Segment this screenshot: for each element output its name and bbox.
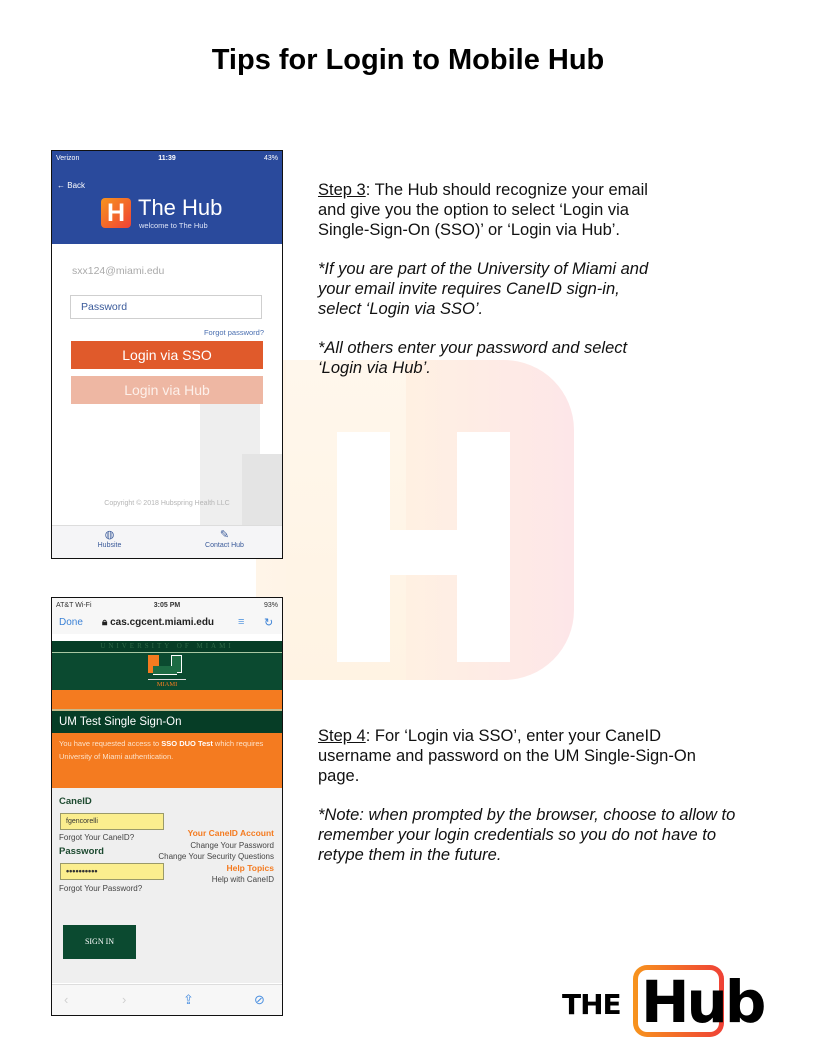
sign-in-button[interactable]: SIGN IN [63,925,136,959]
browser-toolbar [52,984,282,1015]
back-icon[interactable]: ‹ [64,992,69,1007]
orange-band [52,690,282,711]
step3-label: Step 3 [318,181,366,199]
miami-wordmark: MIAMI [156,681,178,688]
battery: 43% [263,154,278,162]
status-bar [52,151,282,165]
step3-note-um: *If you are part of the University of Miami and your email invite requires CaneID sign-in, select ‘Login via SSO’. [318,260,649,318]
the-hub-logo: THE Hub [562,961,792,1041]
um-logo-icon [148,655,182,675]
step3-text: Step 3: The Hub should recognize your email and give you the option to select ‘Login via Single-Sign-On (SSO)’ or ‘Login via Hub’. *If you are part of the University of Miami and your email invite requires CaneID sign-in, select ‘Login via SSO’. *All others enter your password and select ‘Login via Hub’. [318,181,649,377]
share-icon[interactable]: ⇪ [183,992,194,1007]
caneid-account-heading: Your CaneID Account [187,828,274,838]
app-title: The Hub [138,195,223,220]
compass-icon[interactable]: ⊘ [254,992,265,1007]
done-button[interactable]: Done [59,616,83,628]
forgot-password-link[interactable]: Forgot Your Password? [59,884,143,893]
forgot-caneid-link[interactable]: Forgot Your CaneID? [59,833,135,842]
reload-icon[interactable]: ↻ [264,616,274,629]
carrier: AT&T Wi-Fi [56,601,92,609]
lock-icon: 🔒︎ [102,616,111,628]
page-title: Tips for Login to Mobile Hub [211,44,605,76]
reader-icon[interactable]: ≡ [238,616,245,628]
app-header [52,151,282,244]
change-password-link[interactable]: Change Your Password [190,840,274,850]
tab-hubsite[interactable]: ◍ Hubsite [52,526,167,558]
account-links [154,828,274,886]
step3-note-others: *All others enter your password and select ‘Login via Hub’. [318,339,628,377]
back-button[interactable]: ← Back [57,181,86,190]
hub-login-screenshot [51,150,283,559]
compose-icon: ✎ [219,529,230,541]
browser-header [52,598,282,634]
um-sso-screenshot [51,597,283,1016]
app-subtitle: welcome to The Hub [139,221,208,230]
change-security-link[interactable]: Change Your Security Questions [158,852,274,861]
step4-label: Step 4 [318,727,366,745]
password-label: Password [59,846,104,857]
forward-icon[interactable]: › [122,992,127,1007]
forgot-password-link[interactable]: Forgot password? [203,328,264,337]
login-hub-button[interactable]: Login via Hub [71,376,263,404]
carrier: Verizon [56,154,80,162]
tab-contact-hub[interactable]: ✎ Contact Hub [167,526,282,558]
password-input[interactable]: •••••••••• [60,863,164,880]
globe-icon: ◍ [104,529,115,541]
status-time: 11:39 [158,154,176,162]
hub-logo-icon: H [101,198,131,228]
sso-page-title: UM Test Single Sign-On [52,711,282,733]
sso-form [52,788,282,983]
step4-text: Step 4: For ‘Login via SSO’, enter your CaneID username and password on the UM Single-Sign-On page. *Note: when prompted by the browser, choose to allow to remember your login credentials so you do not have to retype them in the future. [318,727,736,864]
url-bar[interactable]: 🔒︎ cas.cgcent.miami.edu [102,616,215,628]
caneid-label: CaneID [59,796,92,807]
copyright: Copyright © 2018 Hubspring Health LLC [104,500,230,507]
caneid-input[interactable]: fgencorelli [60,813,164,830]
tab-bar [52,525,282,558]
hub-watermark [256,360,574,680]
access-notice: You have requested access to SSO DUO Test which requires University of Miami authentication. [52,733,282,788]
status-bar [52,598,282,612]
step4-note: *Note: when prompted by the browser, choose to allow to remember your login credentials so you do not have to retype them in the future. [318,806,736,864]
status-time: 3:05 PM [153,601,181,609]
university-banner: UNIVERSITY OF MIAMI [52,641,282,653]
help-topics-heading: Help Topics [226,862,274,873]
login-form [52,244,282,526]
email-display: sxx124@miami.edu [72,265,165,277]
help-caneid-link[interactable]: Help with CaneID [211,875,274,884]
battery: 93% [263,601,278,609]
password-input[interactable]: Password [70,295,262,319]
login-sso-button[interactable]: Login via SSO [71,341,263,369]
